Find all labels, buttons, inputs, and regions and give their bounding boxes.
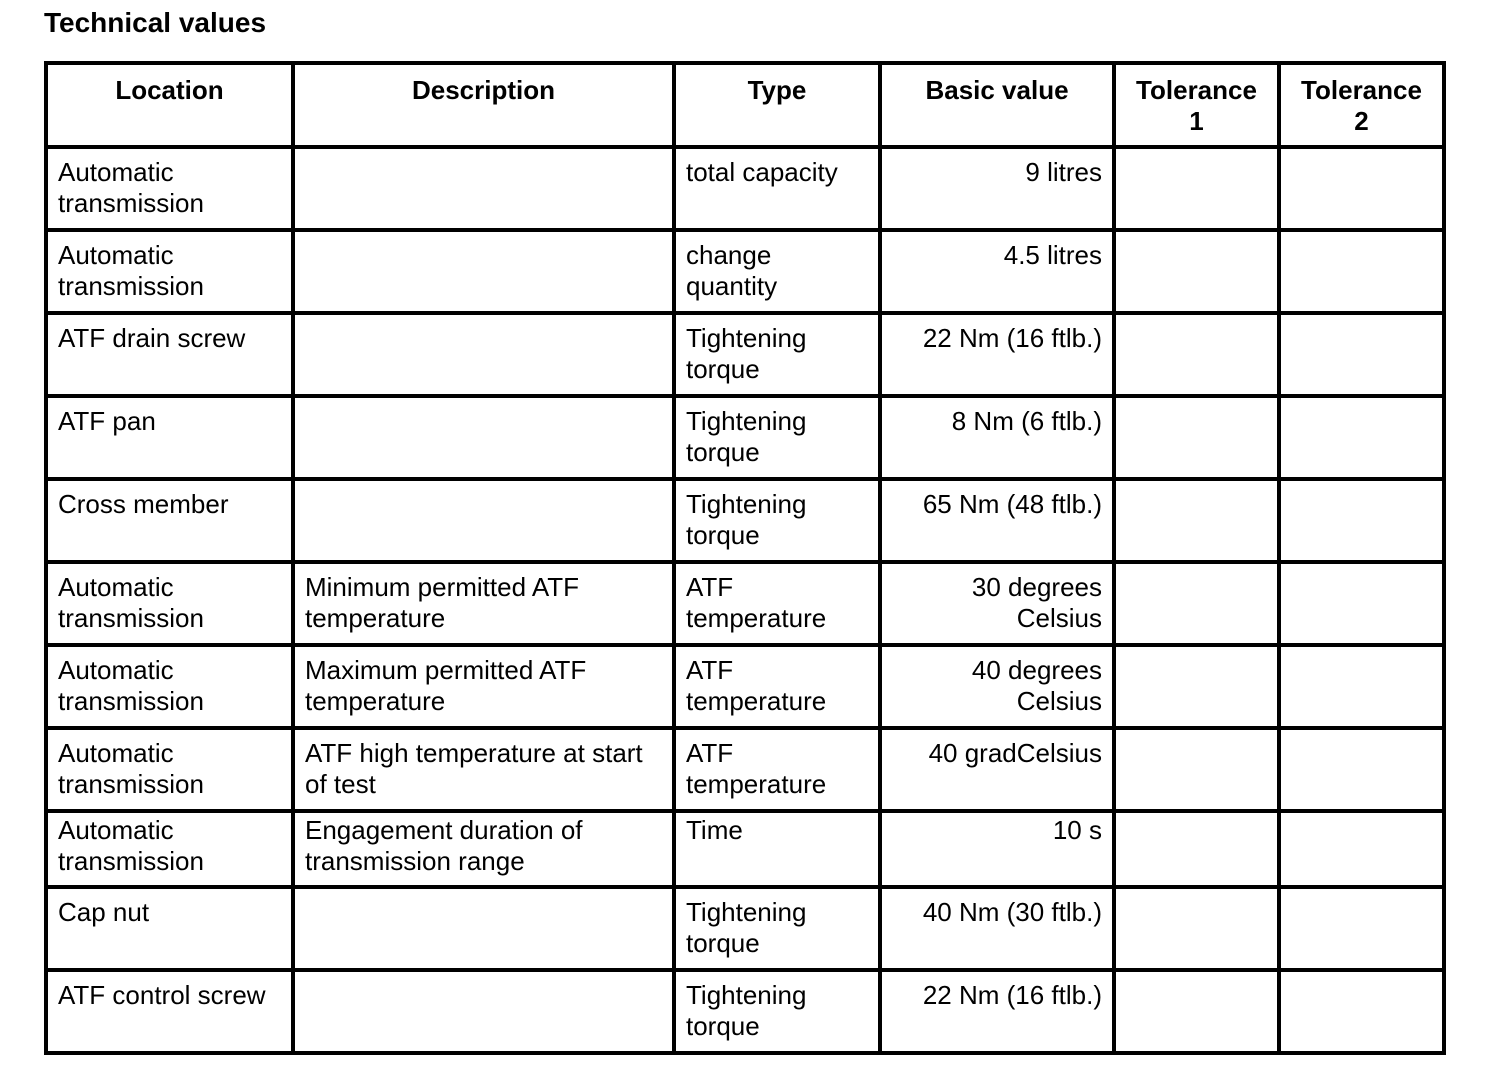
cell-tolerance-2 — [1279, 230, 1444, 313]
cell-description: ATF high temperature at start of test — [293, 728, 674, 811]
table-row — [46, 970, 1444, 1053]
cell-tolerance-2 — [1279, 396, 1444, 479]
table-row — [46, 562, 1444, 645]
cell-basic-value: 40 Nm (30 ftlb.) — [880, 887, 1114, 970]
header-type: Type — [674, 63, 880, 147]
table-row — [46, 396, 1444, 479]
cell-tolerance-1 — [1114, 887, 1279, 970]
cell-type: ATF temperature — [674, 728, 880, 811]
header-basic-value: Basic value — [880, 63, 1114, 147]
table-row — [46, 645, 1444, 728]
table-row — [46, 479, 1444, 562]
cell-tolerance-2 — [1279, 562, 1444, 645]
cell-type: Tightening torque — [674, 479, 880, 562]
header-description: Description — [293, 63, 674, 147]
cell-tolerance-2 — [1279, 811, 1444, 887]
cell-location: Automatic transmission — [46, 811, 293, 887]
cell-location: Automatic transmission — [46, 645, 293, 728]
cell-basic-value: 22 Nm (16 ftlb.) — [880, 970, 1114, 1053]
cell-description — [293, 970, 674, 1053]
cell-tolerance-1 — [1114, 970, 1279, 1053]
cell-type: total capacity — [674, 147, 880, 230]
page-title: Technical values — [44, 7, 267, 38]
cell-basic-value: 9 litres — [880, 147, 1114, 230]
cell-tolerance-1 — [1114, 396, 1279, 479]
cell-description — [293, 887, 674, 970]
cell-description — [293, 230, 674, 313]
header-row — [46, 63, 1444, 147]
cell-tolerance-1 — [1114, 728, 1279, 811]
table-row — [46, 811, 1444, 887]
table-row — [46, 313, 1444, 396]
cell-description — [293, 147, 674, 230]
cell-tolerance-2 — [1279, 645, 1444, 728]
table-row — [46, 728, 1444, 811]
cell-type: ATF temperature — [674, 645, 880, 728]
cell-basic-value: 30 degrees Celsius — [880, 562, 1114, 645]
cell-location: Automatic transmission — [46, 562, 293, 645]
cell-location: Cap nut — [46, 887, 293, 970]
table-row — [46, 230, 1444, 313]
cell-tolerance-1 — [1114, 313, 1279, 396]
cell-tolerance-1 — [1114, 230, 1279, 313]
cell-tolerance-1 — [1114, 645, 1279, 728]
cell-tolerance-2 — [1279, 479, 1444, 562]
cell-description: Engagement duration of transmission range — [293, 811, 674, 887]
technical-values-table — [44, 61, 1446, 1055]
cell-type: change quantity — [674, 230, 880, 313]
cell-location: Automatic transmission — [46, 230, 293, 313]
cell-type: Tightening torque — [674, 396, 880, 479]
cell-location: ATF drain screw — [46, 313, 293, 396]
cell-description — [293, 479, 674, 562]
cell-tolerance-2 — [1279, 147, 1444, 230]
cell-tolerance-2 — [1279, 887, 1444, 970]
cell-location: Automatic transmission — [46, 147, 293, 230]
cell-description: Minimum permitted ATF temperature — [293, 562, 674, 645]
cell-tolerance-2 — [1279, 313, 1444, 396]
cell-description — [293, 313, 674, 396]
cell-basic-value: 10 s — [880, 811, 1114, 887]
cell-location: ATF control screw — [46, 970, 293, 1053]
cell-basic-value: 22 Nm (16 ftlb.) — [880, 313, 1114, 396]
cell-basic-value: 4.5 litres — [880, 230, 1114, 313]
cell-type: Time — [674, 811, 880, 887]
cell-type: Tightening torque — [674, 970, 880, 1053]
cell-location: ATF pan — [46, 396, 293, 479]
header-tolerance-2: Tolerance 2 — [1279, 63, 1444, 147]
cell-location: Automatic transmission — [46, 728, 293, 811]
cell-basic-value: 8 Nm (6 ftlb.) — [880, 396, 1114, 479]
table-row — [46, 147, 1444, 230]
table-row — [46, 887, 1444, 970]
cell-basic-value: 40 degrees Celsius — [880, 645, 1114, 728]
cell-description — [293, 396, 674, 479]
cell-basic-value: 40 gradCelsius — [880, 728, 1114, 811]
cell-description: Maximum permitted ATF temperature — [293, 645, 674, 728]
header-location: Location — [46, 63, 293, 147]
cell-tolerance-1 — [1114, 479, 1279, 562]
header-tolerance-1: Tolerance 1 — [1114, 63, 1279, 147]
cell-tolerance-1 — [1114, 811, 1279, 887]
cell-basic-value: 65 Nm (48 ftlb.) — [880, 479, 1114, 562]
cell-tolerance-2 — [1279, 728, 1444, 811]
cell-location: Cross member — [46, 479, 293, 562]
cell-tolerance-2 — [1279, 970, 1444, 1053]
cell-type: ATF temperature — [674, 562, 880, 645]
cell-type: Tightening torque — [674, 313, 880, 396]
cell-type: Tightening torque — [674, 887, 880, 970]
cell-tolerance-1 — [1114, 562, 1279, 645]
cell-tolerance-1 — [1114, 147, 1279, 230]
